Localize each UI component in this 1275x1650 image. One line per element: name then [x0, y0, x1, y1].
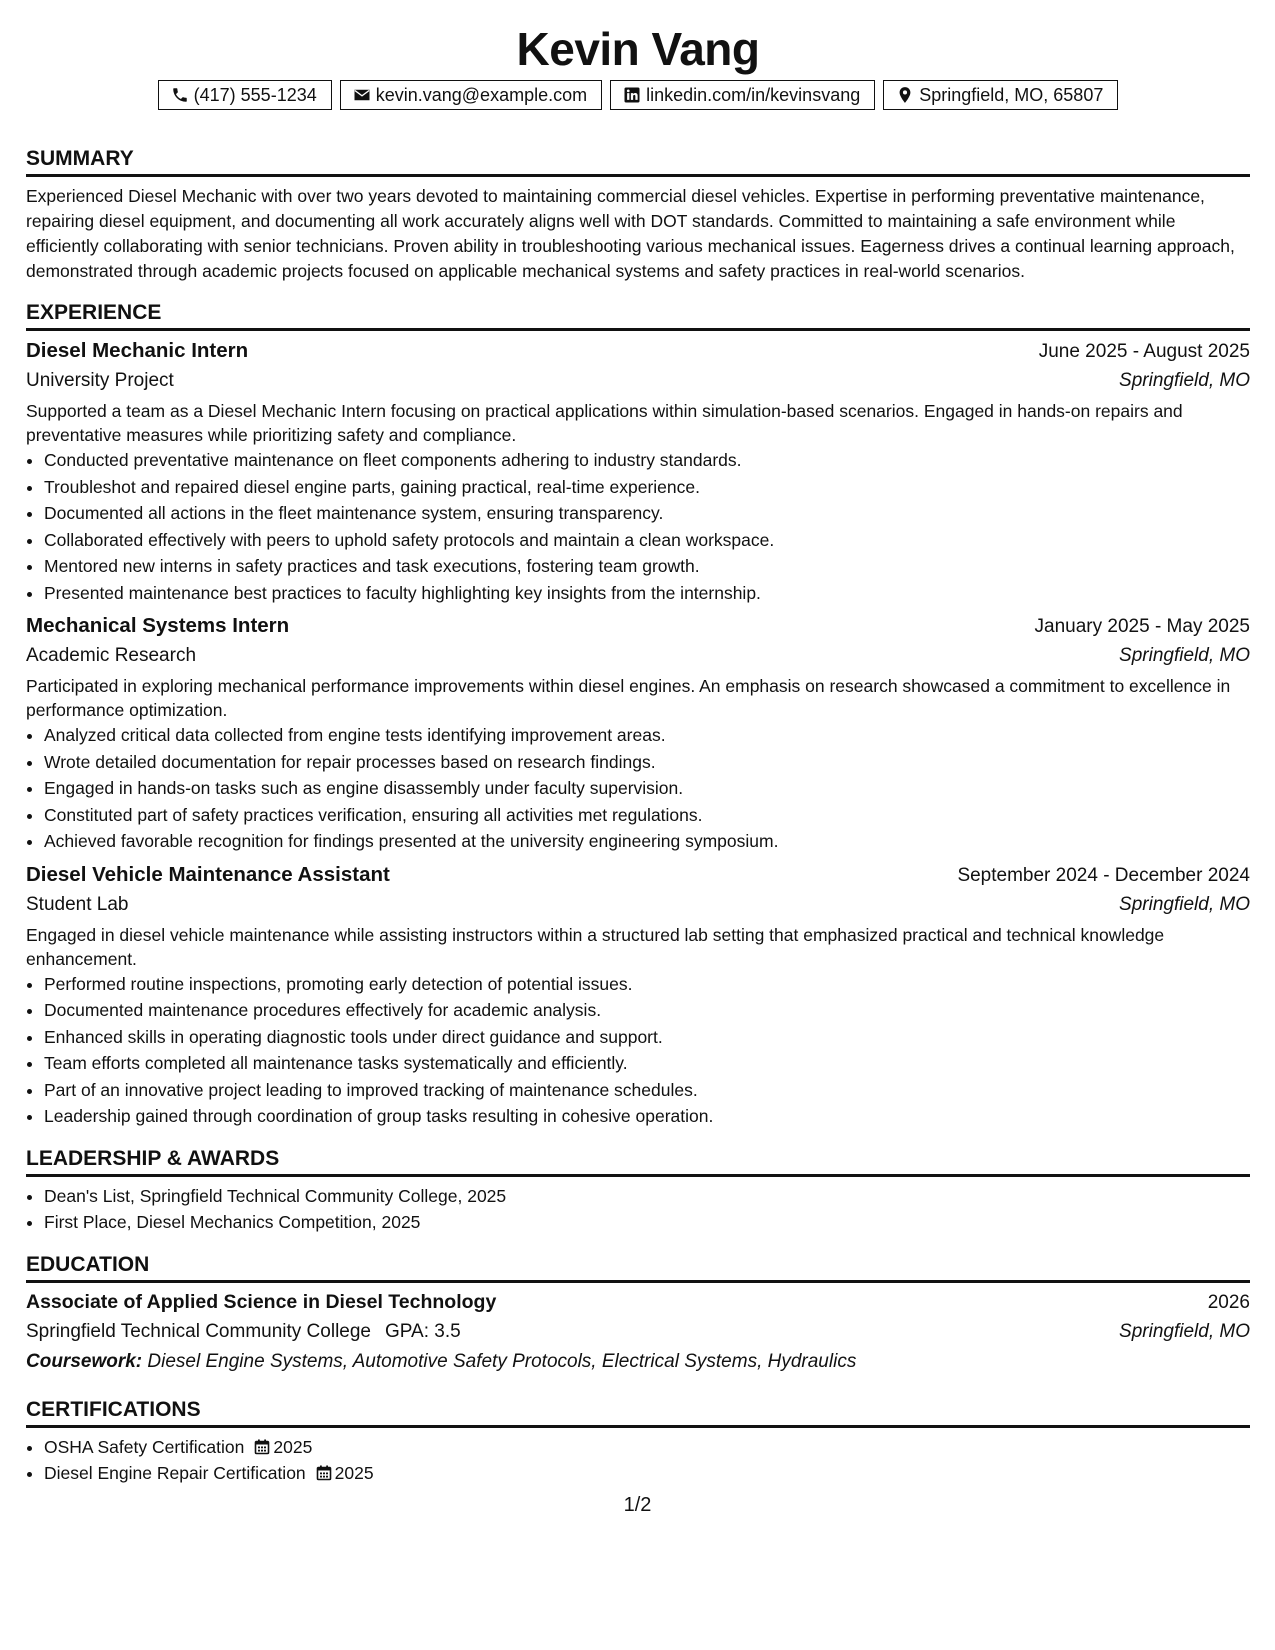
certification-name: OSHA Safety Certification [44, 1436, 245, 1457]
list-item: • Wrote detailed documentation for repair processes based on research findings. [44, 749, 1250, 776]
phone-icon [171, 86, 189, 104]
job-title: Diesel Vehicle Maintenance Assistant [26, 862, 390, 886]
job-description: Engaged in diesel vehicle maintenance while assisting instructors within a structured lab setting that emphasized practical and technical knowledge enhancement. [26, 924, 1165, 969]
coursework-list: Diesel Engine Systems, Automotive Safety Protocols, Electrical Systems, Hydraulics [147, 1350, 857, 1372]
job-entry [26, 337, 1250, 606]
linkedin-chip[interactable] [610, 80, 875, 110]
job-dates: June 2025 - August 2025 [1038, 341, 1250, 362]
calendar-icon [254, 1439, 270, 1455]
list-item [44, 1434, 1250, 1461]
list-item: • First Place, Diesel Mechanics Competition, 2025 [44, 1209, 1250, 1236]
job-description: Supported a team as a Diesel Mechanic Intern focusing on practical applications within simulation-based scenarios. Engaged in hands-on repairs and preventative measures while prioritizing safety and compliance. [26, 401, 1183, 445]
degree-title: Associate of Applied Science in Diesel Technology [26, 1290, 497, 1313]
job-dates: January 2025 - May 2025 [1034, 616, 1250, 637]
list-item: • Constituted part of safety practices verification, ensuring all activities met regulations. [44, 802, 1250, 829]
page-number: 1/2 [623, 1494, 652, 1516]
school-location: Springfield, MO [1119, 1320, 1250, 1342]
phone-text: (417) 555-1234 [193, 85, 317, 105]
job-location: Springfield, MO [1119, 893, 1250, 915]
map-pin-icon [896, 86, 914, 104]
location-text: Springfield, MO, 65807 [919, 85, 1104, 105]
education-heading: EDUCATION [26, 1252, 1250, 1283]
list-item: • Engaged in hands-on tasks such as engine disassembly under faculty supervision. [44, 775, 1250, 802]
calendar-icon [316, 1465, 332, 1481]
certification-year: 2025 [273, 1436, 313, 1457]
job-bullets [26, 447, 1250, 606]
leadership-section [26, 1146, 1250, 1236]
summary-text: Experienced Diesel Mechanic with over two years devoted to maintaining commercial diesel vehicles. Expertise in performing preventative maintenance, repairing diesel equipment, and documenting all work accurately aligns well with DOT standards. Committed to maintaining a safe environment while efficiently collaborating with senior technicians. Proven ability in troubleshooting various mechanical issues. Eagerness drives a continual learning approach, demonstrated through academic projects focused on applicable mechanical systems and safety practices in real-world scenarios. [26, 186, 1235, 281]
job-bullets [26, 722, 1250, 855]
list-item: • Analyzed critical data collected from engine tests identifying improvement areas. [44, 722, 1250, 749]
experience-section [26, 300, 1250, 1130]
email-text[interactable]: kevin.vang@example.com [375, 85, 588, 105]
resume-page [26, 22, 1250, 1487]
list-item: • Dean's List, Springfield Technical Community College, 2025 [44, 1183, 1250, 1210]
job-location: Springfield, MO [1119, 645, 1250, 666]
education-section [26, 1252, 1250, 1377]
certifications-list [26, 1434, 1250, 1487]
list-item: • Part of an innovative project leading to improved tracking of maintenance schedules. [44, 1077, 1250, 1104]
list-item: • Collaborated effectively with peers to uphold safety protocols and maintain a clean workspace. [44, 527, 1250, 554]
list-item: • Documented all actions in the fleet maintenance system, ensuring transparency. [44, 500, 1250, 527]
job-entry [26, 612, 1250, 855]
linkedin-text[interactable]: linkedin.com/in/kevinsvang [646, 85, 861, 105]
list-item: • Presented maintenance best practices to faculty highlighting key insights from the internship. [44, 580, 1250, 607]
job-bullets [26, 971, 1250, 1130]
graduation-year: 2026 [1207, 1291, 1250, 1313]
list-item: • Team efforts completed all maintenance tasks systematically and efficiently. [44, 1050, 1250, 1077]
list-item: • Mentored new interns in safety practices and task executions, fostering team growth. [44, 553, 1250, 580]
summary-section [26, 146, 1250, 284]
list-item: • Conducted preventative maintenance on fleet components adhering to industry standards. [44, 447, 1250, 474]
email-chip[interactable] [340, 80, 602, 110]
location-chip [883, 80, 1118, 110]
coursework-line [26, 1347, 1250, 1377]
phone-chip [158, 80, 332, 110]
job-dates: September 2024 - December 2024 [957, 864, 1250, 886]
coursework-label: Coursework: [26, 1350, 143, 1372]
certification-year: 2025 [334, 1463, 374, 1483]
job-location: Springfield, MO [1119, 370, 1250, 391]
list-item: • Troubleshot and repaired diesel engine parts, gaining practical, real-time experience. [44, 474, 1250, 501]
linkedin-icon [623, 86, 641, 104]
list-item: • Documented maintenance procedures effectively for academic analysis. [44, 997, 1250, 1024]
school-line [26, 1317, 461, 1347]
list-item: • Achieved favorable recognition for findings presented at the university engineering symposium. [44, 828, 1250, 855]
summary-heading: SUMMARY [26, 146, 1250, 177]
awards-list [26, 1183, 1250, 1236]
gpa: GPA: 3.5 [385, 1320, 461, 1342]
list-item: • Performed routine inspections, promoting early detection of potential issues. [44, 971, 1250, 998]
list-item: • Leadership gained through coordination of group tasks resulting in cohesive operation. [44, 1103, 1250, 1130]
certification-name: Diesel Engine Repair Certification [44, 1463, 306, 1483]
experience-heading: EXPERIENCE [26, 300, 1250, 331]
candidate-name: Kevin Vang [516, 23, 760, 75]
job-title: Mechanical Systems Intern [26, 614, 290, 637]
contact-bar [26, 80, 1250, 110]
certifications-heading: CERTIFICATIONS [26, 1397, 1250, 1428]
job-entry [26, 861, 1250, 1130]
job-org: University Project [26, 370, 174, 391]
job-description: Participated in exploring mechanical performance improvements within diesel engines. An emphasis on research showcased a commitment to excellence in performance optimization. [26, 676, 1231, 720]
job-title: Diesel Mechanic Intern [26, 339, 249, 362]
school-name: Springfield Technical Community College [26, 1320, 371, 1342]
list-item: • Enhanced skills in operating diagnostic tools under direct guidance and support. [44, 1024, 1250, 1051]
leadership-heading: LEADERSHIP & AWARDS [26, 1146, 1250, 1177]
envelope-icon [353, 86, 371, 104]
job-org: Academic Research [26, 645, 197, 666]
list-item [44, 1460, 1250, 1487]
job-org: Student Lab [26, 893, 129, 915]
certifications-section [26, 1397, 1250, 1487]
